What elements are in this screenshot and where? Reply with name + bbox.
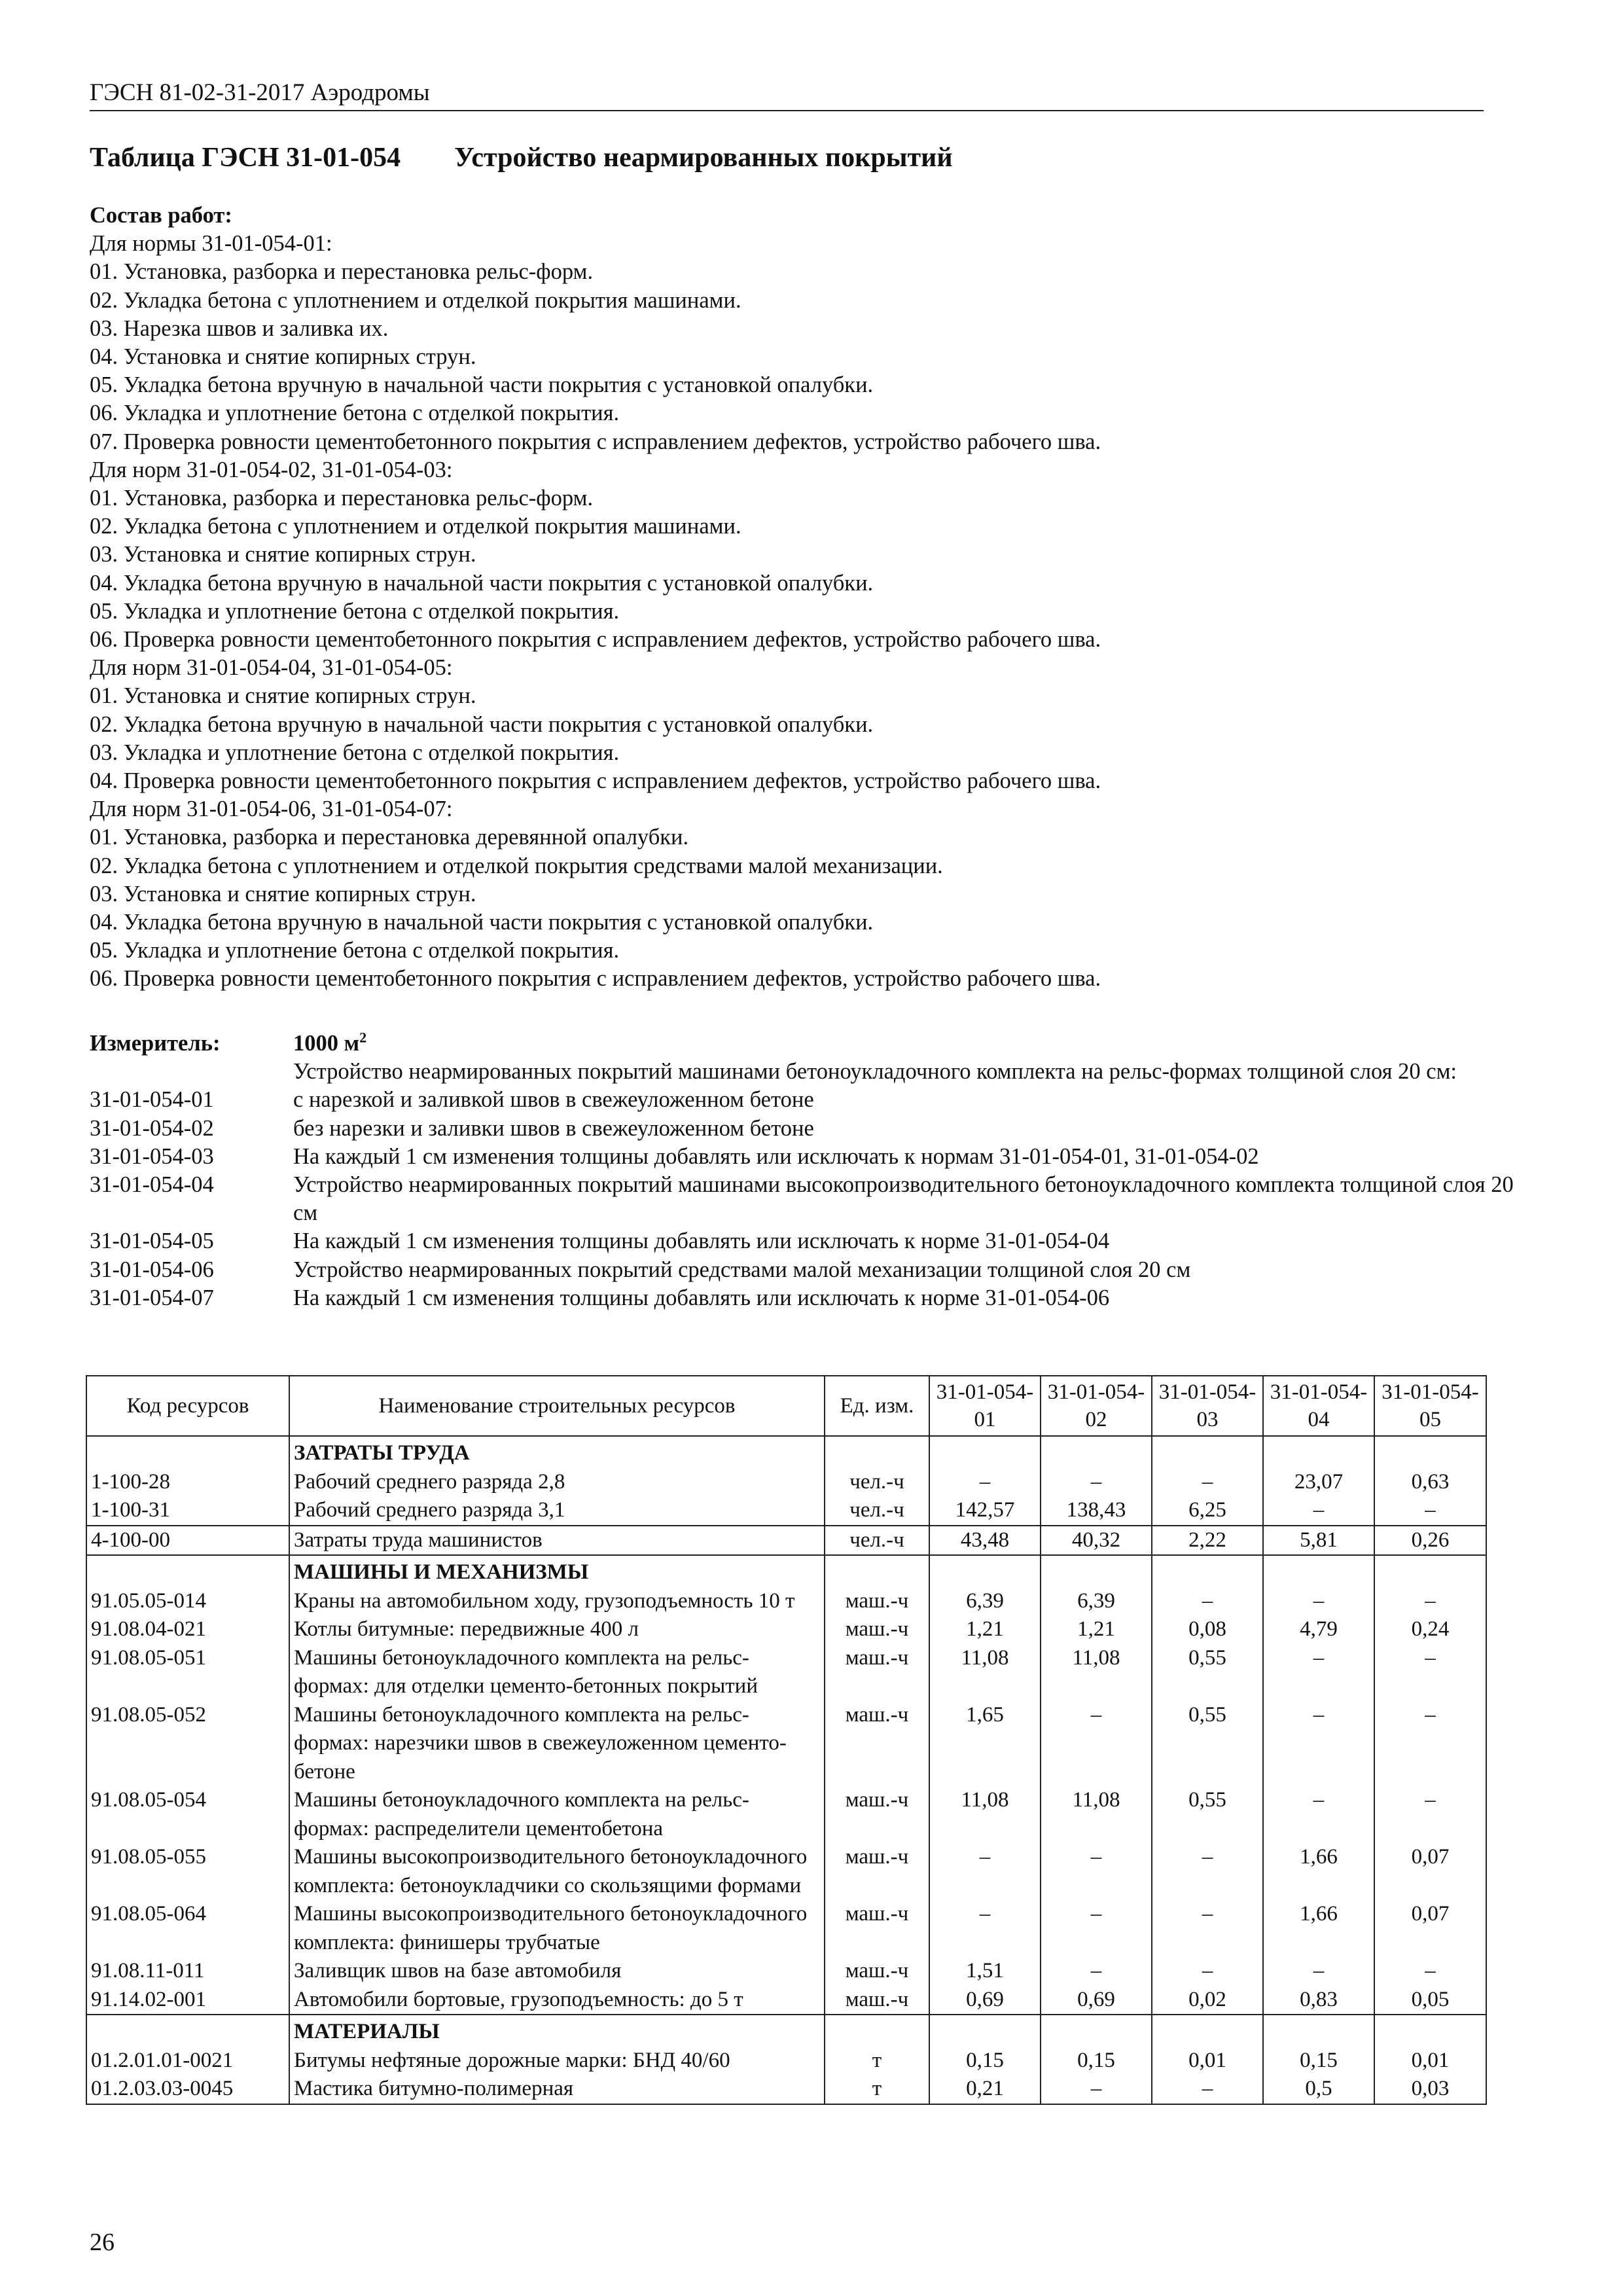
resource-value: 138,43 bbox=[1041, 1496, 1152, 1526]
works-line: 04. Установка и снятие копирных струн. bbox=[90, 344, 476, 370]
column-header: 31-01-054-03 bbox=[1152, 1376, 1263, 1436]
resource-value: – bbox=[1152, 2075, 1263, 2104]
works-line: 01. Установка и снятие копирных струн. bbox=[90, 683, 476, 709]
resource-value: 0,07 bbox=[1374, 1843, 1486, 1900]
resource-value: – bbox=[1263, 1496, 1374, 1526]
section-title: МАШИНЫ И МЕХАНИЗМЫ bbox=[289, 1555, 825, 1587]
resource-code: 91.08.05-055 bbox=[86, 1843, 289, 1900]
works-line: 01. Установка, разборка и перестановка рельс-форм. bbox=[90, 486, 594, 511]
works-line: 06. Проверка ровности цементобетонного покрытия с исправлением дефектов, устройство рабочего шва. bbox=[90, 627, 1101, 653]
resource-value: – bbox=[1041, 2075, 1152, 2104]
resource-code: 91.14.02-001 bbox=[86, 1986, 289, 2015]
norm-row bbox=[90, 1115, 1516, 1143]
resource-code: 4-100-00 bbox=[86, 1526, 289, 1556]
resource-name: Машины бетоноукладочного комплекта на рельс-формах: нарезчики швов в свежеуложенном цементо-бетоне bbox=[289, 1701, 825, 1787]
resource-name: Автомобили бортовые, грузоподъемность: до 5 т bbox=[289, 1986, 825, 2015]
resource-value: – bbox=[1263, 1587, 1374, 1616]
norms-intro: Устройство неармированных покрытий машинами бетоноукладочного комплекта на рельс-формах толщиной слоя 20 см: bbox=[293, 1059, 1457, 1085]
resource-value: 1,51 bbox=[929, 1957, 1041, 1986]
resource-unit: маш.-ч bbox=[825, 1701, 929, 1787]
resource-unit: т bbox=[825, 2075, 929, 2104]
norm-text: На каждый 1 см изменения толщины добавлять или исключать к нормам 31-01-054-01, 31-01-054-02 bbox=[293, 1143, 1259, 1169]
norm-code: 31-01-054-06 bbox=[90, 1257, 214, 1282]
resource-value: 6,25 bbox=[1152, 1496, 1263, 1526]
resource-value: 11,08 bbox=[929, 1644, 1041, 1701]
column-header: Код ресурсов bbox=[86, 1376, 289, 1436]
resource-value: 0,07 bbox=[1374, 1900, 1486, 1957]
works-line: 03. Установка и снятие копирных струн. bbox=[90, 881, 476, 906]
resource-value: 0,63 bbox=[1374, 1468, 1486, 1497]
table-row bbox=[86, 2075, 1486, 2104]
works-line: 05. Укладка и уплотнение бетона с отделкой покрытия. bbox=[90, 598, 620, 624]
resource-value: 0,05 bbox=[1374, 1986, 1486, 2015]
norm-code: 31-01-054-07 bbox=[90, 1285, 214, 1310]
norm-code: 31-01-054-04 bbox=[90, 1172, 214, 1198]
table-row bbox=[86, 1468, 1486, 1497]
table-row bbox=[86, 1496, 1486, 1526]
page-number: 26 bbox=[90, 2229, 115, 2256]
resource-name: Заливщик швов на базе автомобиля bbox=[289, 1957, 825, 1986]
works-line: 06. Укладка и уплотнение бетона с отделкой покрытия. bbox=[90, 401, 620, 426]
column-header: 31-01-054-04 bbox=[1263, 1376, 1374, 1436]
table-row bbox=[86, 1526, 1486, 1556]
table-row bbox=[86, 1900, 1486, 1957]
works-composition bbox=[90, 202, 1516, 994]
resource-name: Затраты труда машинистов bbox=[289, 1526, 825, 1556]
resource-value: 11,08 bbox=[929, 1786, 1041, 1843]
works-line: 02. Укладка бетона с уплотнением и отделкой покрытия средствами малой механизации. bbox=[90, 853, 943, 878]
norm-row bbox=[90, 1143, 1516, 1171]
resource-unit: маш.-ч bbox=[825, 1957, 929, 1986]
resource-value: 5,81 bbox=[1263, 1526, 1374, 1556]
resource-code: 91.08.05-064 bbox=[86, 1900, 289, 1957]
column-header: 31-01-054-01 bbox=[929, 1376, 1041, 1436]
table-name: Устройство неармированных покрытий bbox=[454, 143, 953, 173]
resource-unit: маш.-ч bbox=[825, 1986, 929, 2015]
resource-value: 0,55 bbox=[1152, 1701, 1263, 1787]
resource-value: 0,03 bbox=[1374, 2075, 1486, 2104]
resource-unit: маш.-ч bbox=[825, 1843, 929, 1900]
resource-value: 40,32 bbox=[1041, 1526, 1152, 1556]
resource-value: 0,26 bbox=[1374, 1526, 1486, 1556]
table-header-row bbox=[86, 1376, 1486, 1436]
works-line: 04. Укладка бетона вручную в начальной части покрытия с установкой опалубки. bbox=[90, 570, 874, 596]
norm-row bbox=[90, 1086, 1516, 1114]
resource-value: – bbox=[1374, 1957, 1486, 1986]
resource-value: 11,08 bbox=[1041, 1786, 1152, 1843]
works-line: Для норм 31-01-054-02, 31-01-054-03: bbox=[90, 457, 453, 482]
table-row bbox=[86, 1615, 1486, 1644]
resource-value: 0,24 bbox=[1374, 1615, 1486, 1644]
resource-value: 6,39 bbox=[1041, 1587, 1152, 1616]
resource-value: 0,08 bbox=[1152, 1615, 1263, 1644]
works-line: Для нормы 31-01-054-01: bbox=[90, 231, 332, 257]
resource-name: Машины высокопроизводительного бетоноукладочного комплекта: финишеры трубчатые bbox=[289, 1900, 825, 1957]
resource-name: Машины бетоноукладочного комплекта на рельс-формах: распределители цементобетона bbox=[289, 1786, 825, 1843]
resource-value: 0,5 bbox=[1263, 2075, 1374, 2104]
norm-text: без нарезки и заливки швов в свежеуложенном бетоне bbox=[293, 1115, 814, 1141]
column-header: 31-01-054-05 bbox=[1374, 1376, 1486, 1436]
works-list bbox=[90, 230, 1516, 993]
resource-value: 23,07 bbox=[1263, 1468, 1374, 1497]
resource-value: 0,55 bbox=[1152, 1644, 1263, 1701]
resource-name: Битумы нефтяные дорожные марки: БНД 40/60 bbox=[289, 2047, 825, 2075]
norms-list bbox=[90, 1086, 1516, 1312]
works-line: 05. Укладка бетона вручную в начальной части покрытия с установкой опалубки. bbox=[90, 372, 874, 398]
norm-text: На каждый 1 см изменения толщины добавлять или исключать к норме 31-01-054-06 bbox=[293, 1285, 1110, 1310]
norm-text: Устройство неармированных покрытий средствами малой механизации толщиной слоя 20 см bbox=[293, 1257, 1191, 1282]
section-title: МАТЕРИАЛЫ bbox=[289, 2015, 825, 2047]
resource-value: – bbox=[1041, 1900, 1152, 1957]
table-body bbox=[86, 1436, 1486, 2104]
resource-value: 0,83 bbox=[1263, 1986, 1374, 2015]
table-row bbox=[86, 1587, 1486, 1616]
table-title bbox=[90, 139, 953, 176]
resource-value: 0,15 bbox=[929, 2047, 1041, 2075]
resource-value: 0,02 bbox=[1152, 1986, 1263, 2015]
works-line: 04. Укладка бетона вручную в начальной части покрытия с установкой опалубки. bbox=[90, 910, 874, 935]
resource-code: 91.08.05-054 bbox=[86, 1786, 289, 1843]
resource-value: 0,01 bbox=[1152, 2047, 1263, 2075]
table-row bbox=[86, 1644, 1486, 1701]
resource-unit: маш.-ч bbox=[825, 1587, 929, 1616]
resource-value: – bbox=[929, 1900, 1041, 1957]
resource-value: – bbox=[1374, 1786, 1486, 1843]
resource-code: 91.08.05-052 bbox=[86, 1701, 289, 1787]
resource-value: 2,22 bbox=[1152, 1526, 1263, 1556]
resource-value: 0,15 bbox=[1041, 2047, 1152, 2075]
section-row bbox=[86, 1436, 1486, 1468]
resource-value: 142,57 bbox=[929, 1496, 1041, 1526]
resource-value: 1,66 bbox=[1263, 1900, 1374, 1957]
table-row bbox=[86, 2047, 1486, 2075]
resource-value: – bbox=[1041, 1701, 1152, 1787]
norm-text: Устройство неармированных покрытий машинами высокопроизводительного бетоноукладочного комплекта толщиной слоя 20 см bbox=[293, 1172, 1514, 1226]
works-line: 02. Укладка бетона вручную в начальной части покрытия с установкой опалубки. bbox=[90, 711, 874, 737]
works-line: 04. Проверка ровности цементобетонного покрытия с исправлением дефектов, устройство рабочего шва. bbox=[90, 768, 1101, 794]
resource-name: Рабочий среднего разряда 2,8 bbox=[289, 1468, 825, 1497]
resource-value: 6,39 bbox=[929, 1587, 1041, 1616]
resource-value: – bbox=[1152, 1957, 1263, 1986]
works-line: Для норм 31-01-054-04, 31-01-054-05: bbox=[90, 655, 453, 681]
works-line: 01. Установка, разборка и перестановка рельс-форм. bbox=[90, 259, 594, 285]
resource-name: Котлы битумные: передвижные 400 л bbox=[289, 1615, 825, 1644]
norm-row bbox=[90, 1171, 1516, 1227]
resource-value: – bbox=[1041, 1843, 1152, 1900]
works-line: 07. Проверка ровности цементобетонного покрытия с исправлением дефектов, устройство рабочего шва. bbox=[90, 429, 1101, 454]
resource-code: 91.08.04-021 bbox=[86, 1615, 289, 1644]
resource-value: – bbox=[1374, 1644, 1486, 1701]
section-title: ЗАТРАТЫ ТРУДА bbox=[289, 1436, 825, 1468]
resource-value: – bbox=[1374, 1701, 1486, 1787]
works-line: 05. Укладка и уплотнение бетона с отделкой покрытия. bbox=[90, 938, 620, 963]
resource-name: Рабочий среднего разряда 3,1 bbox=[289, 1496, 825, 1526]
resource-value: 1,21 bbox=[929, 1615, 1041, 1644]
measure-block bbox=[90, 1030, 1516, 1312]
resource-code: 91.08.05-051 bbox=[86, 1644, 289, 1701]
resource-value: 0,55 bbox=[1152, 1786, 1263, 1843]
works-line: 02. Укладка бетона с уплотнением и отделкой покрытия машинами. bbox=[90, 287, 741, 313]
resource-unit: чел.-ч bbox=[825, 1496, 929, 1526]
resource-unit: маш.-ч bbox=[825, 1786, 929, 1843]
norm-code: 31-01-054-05 bbox=[90, 1229, 214, 1254]
resource-value: – bbox=[1152, 1900, 1263, 1957]
resource-code: 1-100-31 bbox=[86, 1496, 289, 1526]
column-header: 31-01-054-02 bbox=[1041, 1376, 1152, 1436]
table-code: Таблица ГЭСН 31-01-054 bbox=[90, 143, 401, 173]
norm-text: На каждый 1 см изменения толщины добавлять или исключать к норме 31-01-054-04 bbox=[293, 1229, 1110, 1254]
resource-value: 1,21 bbox=[1041, 1615, 1152, 1644]
resource-code: 01.2.03.03-0045 bbox=[86, 2075, 289, 2104]
norm-row bbox=[90, 1284, 1516, 1312]
resource-value: – bbox=[1041, 1957, 1152, 1986]
norm-code: 31-01-054-02 bbox=[90, 1115, 214, 1141]
running-header: ГЭСН 81-02-31-2017 Аэродромы bbox=[90, 77, 1484, 111]
norm-text: с нарезкой и заливкой швов в свежеуложенном бетоне bbox=[293, 1087, 814, 1113]
resource-value: – bbox=[1263, 1786, 1374, 1843]
column-header: Наименование строительных ресурсов bbox=[289, 1376, 825, 1436]
resource-value: – bbox=[1374, 1587, 1486, 1616]
norm-row bbox=[90, 1227, 1516, 1255]
resource-value: – bbox=[1041, 1468, 1152, 1497]
works-line: 03. Нарезка швов и заливка их. bbox=[90, 315, 389, 341]
resource-value: 43,48 bbox=[929, 1526, 1041, 1556]
resource-value: – bbox=[1263, 1957, 1374, 1986]
resource-unit: чел.-ч bbox=[825, 1526, 929, 1556]
works-line: 01. Установка, разборка и перестановка деревянной опалубки. bbox=[90, 825, 689, 850]
resource-value: 0,01 bbox=[1374, 2047, 1486, 2075]
resource-code: 1-100-28 bbox=[86, 1468, 289, 1497]
works-line: 03. Установка и снятие копирных струн. bbox=[90, 542, 476, 567]
resource-value: 0,15 bbox=[1263, 2047, 1374, 2075]
works-line: 02. Укладка бетона с уплотнением и отделкой покрытия машинами. bbox=[90, 514, 741, 539]
measure-label: Измеритель: bbox=[90, 1031, 221, 1056]
resource-value: – bbox=[929, 1468, 1041, 1497]
resource-value: – bbox=[929, 1843, 1041, 1900]
resource-name: Краны на автомобильном ходу, грузоподъемность 10 т bbox=[289, 1587, 825, 1616]
works-line: 03. Укладка и уплотнение бетона с отделкой покрытия. bbox=[90, 740, 620, 765]
works-line: 06. Проверка ровности цементобетонного покрытия с исправлением дефектов, устройство рабочего шва. bbox=[90, 966, 1101, 992]
resource-name: Машины высокопроизводительного бетоноукладочного комплекта: бетоноукладчики со скользящими формами bbox=[289, 1843, 825, 1900]
section-row bbox=[86, 1555, 1486, 1587]
table-row bbox=[86, 1701, 1486, 1787]
works-line: Для норм 31-01-054-06, 31-01-054-07: bbox=[90, 797, 453, 822]
resource-unit: т bbox=[825, 2047, 929, 2075]
resources-table bbox=[86, 1375, 1487, 2105]
resource-value: 0,21 bbox=[929, 2075, 1041, 2104]
resource-code: 91.08.11-011 bbox=[86, 1957, 289, 1986]
table-row bbox=[86, 1843, 1486, 1900]
norm-code: 31-01-054-03 bbox=[90, 1143, 214, 1169]
resource-value: 0,69 bbox=[1041, 1986, 1152, 2015]
resource-value: 1,65 bbox=[929, 1701, 1041, 1787]
resource-value: 11,08 bbox=[1041, 1644, 1152, 1701]
resource-code: 01.2.01.01-0021 bbox=[86, 2047, 289, 2075]
resource-unit: маш.-ч bbox=[825, 1644, 929, 1701]
resource-name: Мастика битумно-полимерная bbox=[289, 2075, 825, 2104]
resource-value: 4,79 bbox=[1263, 1615, 1374, 1644]
resource-value: – bbox=[1263, 1644, 1374, 1701]
section-row bbox=[86, 2015, 1486, 2047]
resource-value: 0,69 bbox=[929, 1986, 1041, 2015]
resource-value: – bbox=[1374, 1496, 1486, 1526]
resource-value: – bbox=[1152, 1587, 1263, 1616]
resource-value: 1,66 bbox=[1263, 1843, 1374, 1900]
resource-code: 91.05.05-014 bbox=[86, 1587, 289, 1616]
resource-value: – bbox=[1152, 1468, 1263, 1497]
resource-unit: чел.-ч bbox=[825, 1468, 929, 1497]
resource-value: – bbox=[1152, 1843, 1263, 1900]
resource-unit: маш.-ч bbox=[825, 1615, 929, 1644]
table-row bbox=[86, 1957, 1486, 1986]
norm-row bbox=[90, 1256, 1516, 1284]
resource-value: – bbox=[1263, 1701, 1374, 1787]
works-heading: Состав работ: bbox=[90, 203, 232, 228]
resource-name: Машины бетоноукладочного комплекта на рельс-формах: для отделки цементо-бетонных покрытий bbox=[289, 1644, 825, 1701]
table-row bbox=[86, 1986, 1486, 2015]
table-row bbox=[86, 1786, 1486, 1843]
norm-code: 31-01-054-01 bbox=[90, 1087, 214, 1113]
resource-unit: маш.-ч bbox=[825, 1900, 929, 1957]
column-header: Ед. изм. bbox=[825, 1376, 929, 1436]
measure-value: 1000 $м^2$ bbox=[293, 1029, 367, 1056]
